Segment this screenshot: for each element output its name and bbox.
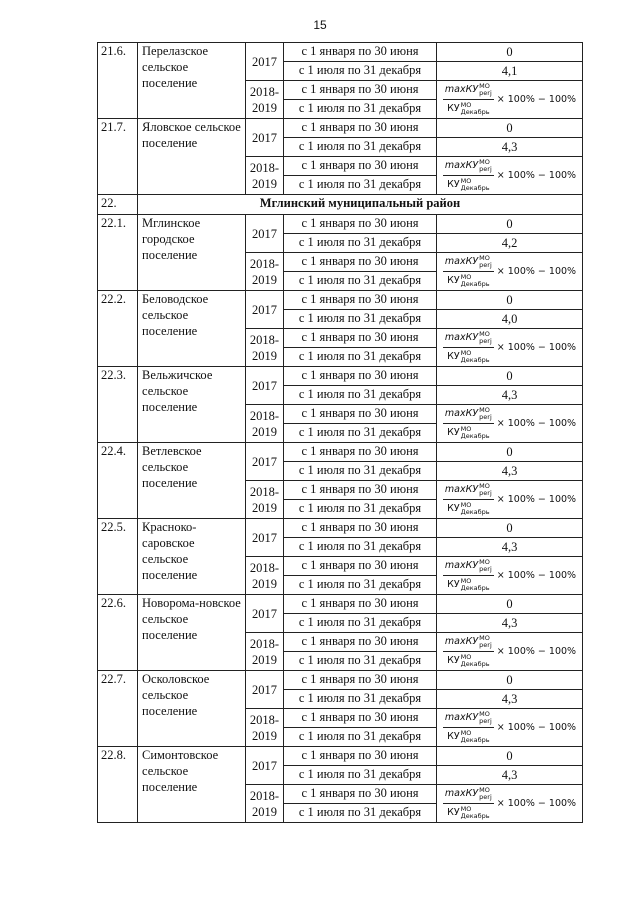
formula-num-indices [479,635,492,649]
formula-denominator [445,576,492,593]
year-cell: 2018-2019 [246,157,284,195]
period-cell: с 1 июля по 31 декабря [284,462,437,481]
formula-den-sup: МО [460,100,472,109]
formula-tail: × 100% − 100% [496,721,577,733]
formula-cell [437,557,583,595]
formula-fraction [443,158,494,193]
table-row [98,119,583,138]
period-cell: с 1 января по 30 июня [284,367,437,386]
formula-tail: × 100% − 100% [496,797,577,809]
formula-num-sup: МО [479,633,490,642]
formula-denominator [445,176,492,193]
formula-tail: × 100% − 100% [496,417,577,429]
formula-tail: × 100% − 100% [496,569,577,581]
period-cell: с 1 июля по 31 декабря [284,690,437,709]
formula-denominator [445,348,492,365]
formula-numerator [443,254,494,272]
period-cell: с 1 января по 30 июня [284,595,437,614]
formula-cell [437,785,583,823]
formula-den-sub: Декабрь [460,183,490,192]
period-cell: с 1 января по 30 июня [284,671,437,690]
formula-den-main: КУ [447,275,460,286]
formula-numerator [443,406,494,424]
settlement-name: Яловское сельское поселение [138,119,246,195]
formula-den-sup: МО [460,176,472,185]
period-cell: с 1 июля по 31 декабря [284,386,437,405]
year-cell: 2018-2019 [246,253,284,291]
period-cell: с 1 января по 30 июня [284,119,437,138]
value-cell: 0 [437,595,583,614]
tariff-formula [437,634,582,669]
formula-denominator [445,100,492,117]
formula-denominator [445,500,492,517]
formula-cell [437,709,583,747]
formula-num-main: maxКУ [444,484,479,495]
formula-den-sup: МО [460,348,472,357]
formula-den-main: КУ [447,503,460,514]
tariff-formula [437,482,582,517]
formula-tail: × 100% − 100% [496,93,577,105]
formula-num-sub: perj [479,164,492,173]
formula-cell [437,81,583,119]
formula-num-sup: МО [479,405,490,414]
formula-den-sub: Декабрь [460,735,490,744]
value-cell: 4,3 [437,538,583,557]
period-cell: с 1 января по 30 июня [284,81,437,100]
formula-tail: × 100% − 100% [496,265,577,277]
formula-den-sub: Декабрь [460,659,490,668]
period-cell: с 1 июля по 31 декабря [284,62,437,81]
formula-numerator [443,710,494,728]
formula-den-indices [461,426,490,440]
formula-num-sub: perj [479,640,492,649]
row-number: 22.7. [98,671,138,747]
year-cell: 2017 [246,443,284,481]
formula-num-indices [479,407,492,421]
formula-num-sup: МО [479,253,490,262]
formula-tail: × 100% − 100% [496,493,577,505]
period-cell: с 1 января по 30 июня [284,557,437,576]
formula-den-sub: Декабрь [460,107,490,116]
row-number: 22.2. [98,291,138,367]
formula-num-indices [479,255,492,269]
row-number: 22.3. [98,367,138,443]
formula-num-main: maxКУ [444,256,479,267]
value-cell: 0 [437,671,583,690]
formula-den-main: КУ [447,807,460,818]
period-cell: с 1 июля по 31 декабря [284,652,437,671]
settlement-name: Осколовское сельское поселение [138,671,246,747]
period-cell: с 1 июля по 31 декабря [284,272,437,291]
formula-num-indices [479,559,492,573]
formula-fraction [443,786,494,821]
value-cell: 0 [437,367,583,386]
period-cell: с 1 января по 30 июня [284,519,437,538]
formula-fraction [443,634,494,669]
value-cell: 4,2 [437,234,583,253]
table-row [98,519,583,538]
formula-num-sub: perj [479,716,492,725]
period-cell: с 1 января по 30 июня [284,443,437,462]
formula-fraction [443,406,494,441]
table-row [98,595,583,614]
formula-den-main: КУ [447,103,460,114]
formula-den-indices [461,730,490,744]
value-cell: 4,3 [437,766,583,785]
formula-cell [437,405,583,443]
formula-cell [437,481,583,519]
formula-fraction [443,482,494,517]
settlement-name: Новорома-новское сельское поселение [138,595,246,671]
formula-fraction [443,82,494,117]
year-cell: 2017 [246,519,284,557]
formula-num-main: maxКУ [444,408,479,419]
formula-numerator [443,558,494,576]
settlement-name: Симонтовское сельское поселение [138,747,246,823]
period-cell: с 1 июля по 31 декабря [284,500,437,519]
formula-fraction [443,558,494,593]
year-cell: 2017 [246,43,284,81]
formula-tail: × 100% − 100% [496,645,577,657]
formula-num-sup: МО [479,557,490,566]
formula-num-sub: perj [479,488,492,497]
formula-den-main: КУ [447,731,460,742]
value-cell: 0 [437,43,583,62]
year-cell: 2018-2019 [246,785,284,823]
settlement-name: Беловодское сельское поселение [138,291,246,367]
formula-den-indices [461,578,490,592]
formula-denominator [445,424,492,441]
formula-den-sup: МО [460,804,472,813]
table-row [98,671,583,690]
year-cell: 2017 [246,747,284,785]
formula-den-main: КУ [447,179,460,190]
row-number: 21.6. [98,43,138,119]
formula-num-sub: perj [479,792,492,801]
period-cell: с 1 января по 30 июня [284,253,437,272]
row-number: 22.8. [98,747,138,823]
formula-den-sub: Декабрь [460,583,490,592]
formula-den-indices [461,102,490,116]
formula-num-sub: perj [479,564,492,573]
period-cell: с 1 июля по 31 декабря [284,100,437,119]
settlement-name: Красноко-саровское сельское поселение [138,519,246,595]
formula-num-sup: МО [479,709,490,718]
formula-fraction [443,710,494,745]
period-cell: с 1 июля по 31 декабря [284,614,437,633]
period-cell: с 1 июля по 31 декабря [284,310,437,329]
row-number: 22.1. [98,215,138,291]
year-cell: 2018-2019 [246,81,284,119]
value-cell: 4,0 [437,310,583,329]
year-cell: 2017 [246,671,284,709]
formula-denominator [445,728,492,745]
year-cell: 2017 [246,595,284,633]
period-cell: с 1 января по 30 июня [284,215,437,234]
formula-num-sub: perj [479,88,492,97]
row-number: 22. [98,195,138,215]
formula-numerator [443,82,494,100]
formula-cell [437,329,583,367]
formula-num-sup: МО [479,481,490,490]
settlement-name: Вельжичское сельское поселение [138,367,246,443]
formula-num-sub: perj [479,336,492,345]
formula-denominator [445,804,492,821]
tariff-formula [437,158,582,193]
period-cell: с 1 января по 30 июня [284,43,437,62]
district-row [98,195,583,215]
period-cell: с 1 июля по 31 декабря [284,234,437,253]
formula-cell [437,253,583,291]
table-row [98,291,583,310]
period-cell: с 1 января по 30 июня [284,481,437,500]
period-cell: с 1 января по 30 июня [284,747,437,766]
formula-den-main: КУ [447,579,460,590]
formula-num-main: maxКУ [444,160,479,171]
value-cell: 0 [437,291,583,310]
formula-denominator [445,652,492,669]
formula-num-indices [479,83,492,97]
year-cell: 2018-2019 [246,481,284,519]
formula-num-main: maxКУ [444,636,479,647]
page-number: 15 [313,18,327,32]
formula-den-indices [461,502,490,516]
formula-numerator [443,786,494,804]
tariff-formula [437,558,582,593]
formula-den-sub: Декабрь [460,431,490,440]
formula-numerator [443,330,494,348]
row-number: 22.5. [98,519,138,595]
period-cell: с 1 января по 30 июня [284,785,437,804]
period-cell: с 1 января по 30 июня [284,291,437,310]
tariff-table [97,42,583,823]
formula-cell [437,633,583,671]
value-cell: 4,3 [437,462,583,481]
period-cell: с 1 июля по 31 декабря [284,728,437,747]
formula-cell [437,157,583,195]
value-cell: 0 [437,519,583,538]
district-name: Мглинский муниципальный район [138,195,583,215]
tariff-formula [437,254,582,289]
formula-den-sub: Декабрь [460,279,490,288]
formula-num-indices [479,483,492,497]
formula-num-main: maxКУ [444,788,479,799]
formula-num-sup: МО [479,81,490,90]
value-cell: 4,3 [437,690,583,709]
table-row [98,367,583,386]
value-cell: 4,1 [437,62,583,81]
value-cell: 0 [437,443,583,462]
period-cell: с 1 января по 30 июня [284,405,437,424]
formula-num-sup: МО [479,329,490,338]
formula-den-indices [461,178,490,192]
year-cell: 2018-2019 [246,557,284,595]
formula-den-indices [461,654,490,668]
formula-den-indices [461,274,490,288]
table-row [98,443,583,462]
period-cell: с 1 июля по 31 декабря [284,766,437,785]
formula-num-main: maxКУ [444,84,479,95]
period-cell: с 1 января по 30 июня [284,633,437,652]
tariff-table-body [98,43,583,823]
period-cell: с 1 июля по 31 декабря [284,538,437,557]
formula-num-sub: perj [479,260,492,269]
year-cell: 2017 [246,119,284,157]
period-cell: с 1 января по 30 июня [284,157,437,176]
formula-den-sub: Декабрь [460,811,490,820]
settlement-name: Мглинское городское поселение [138,215,246,291]
formula-num-main: maxКУ [444,332,479,343]
formula-den-main: КУ [447,427,460,438]
period-cell: с 1 июля по 31 декабря [284,424,437,443]
formula-den-sup: МО [460,424,472,433]
year-cell: 2017 [246,291,284,329]
formula-num-indices [479,711,492,725]
tariff-formula [437,786,582,821]
year-cell: 2017 [246,367,284,405]
year-cell: 2018-2019 [246,405,284,443]
period-cell: с 1 января по 30 июня [284,329,437,348]
table-row [98,43,583,62]
formula-num-indices [479,331,492,345]
formula-num-indices [479,159,492,173]
row-number: 22.6. [98,595,138,671]
year-cell: 2017 [246,215,284,253]
formula-tail: × 100% − 100% [496,341,577,353]
formula-num-sup: МО [479,157,490,166]
formula-den-sup: МО [460,728,472,737]
settlement-name: Ветлевское сельское поселение [138,443,246,519]
formula-den-sub: Декабрь [460,355,490,364]
value-cell: 4,3 [437,614,583,633]
row-number: 21.7. [98,119,138,195]
formula-fraction [443,254,494,289]
period-cell: с 1 июля по 31 декабря [284,176,437,195]
formula-den-sup: МО [460,652,472,661]
value-cell: 0 [437,747,583,766]
formula-denominator [445,272,492,289]
row-number: 22.4. [98,443,138,519]
year-cell: 2018-2019 [246,709,284,747]
formula-numerator [443,634,494,652]
formula-num-sup: МО [479,785,490,794]
settlement-name: Перелазское сельское поселение [138,43,246,119]
period-cell: с 1 июля по 31 декабря [284,138,437,157]
tariff-formula [437,406,582,441]
formula-den-indices [461,806,490,820]
formula-fraction [443,330,494,365]
table-row [98,747,583,766]
period-cell: с 1 июля по 31 декабря [284,804,437,823]
value-cell: 4,3 [437,386,583,405]
formula-tail: × 100% − 100% [496,169,577,181]
formula-den-sup: МО [460,272,472,281]
formula-den-sup: МО [460,576,472,585]
formula-num-indices [479,787,492,801]
tariff-formula [437,82,582,117]
value-cell: 4,3 [437,138,583,157]
period-cell: с 1 января по 30 июня [284,709,437,728]
formula-den-main: КУ [447,655,460,666]
year-cell: 2018-2019 [246,633,284,671]
formula-den-sup: МО [460,500,472,509]
formula-num-main: maxКУ [444,712,479,723]
tariff-formula [437,710,582,745]
period-cell: с 1 июля по 31 декабря [284,576,437,595]
tariff-formula [437,330,582,365]
value-cell: 0 [437,119,583,138]
formula-numerator [443,482,494,500]
period-cell: с 1 июля по 31 декабря [284,348,437,367]
formula-num-sub: perj [479,412,492,421]
formula-den-indices [461,350,490,364]
value-cell: 0 [437,215,583,234]
formula-num-main: maxКУ [444,560,479,571]
formula-den-main: КУ [447,351,460,362]
formula-numerator [443,158,494,176]
table-row [98,215,583,234]
formula-den-sub: Декабрь [460,507,490,516]
year-cell: 2018-2019 [246,329,284,367]
